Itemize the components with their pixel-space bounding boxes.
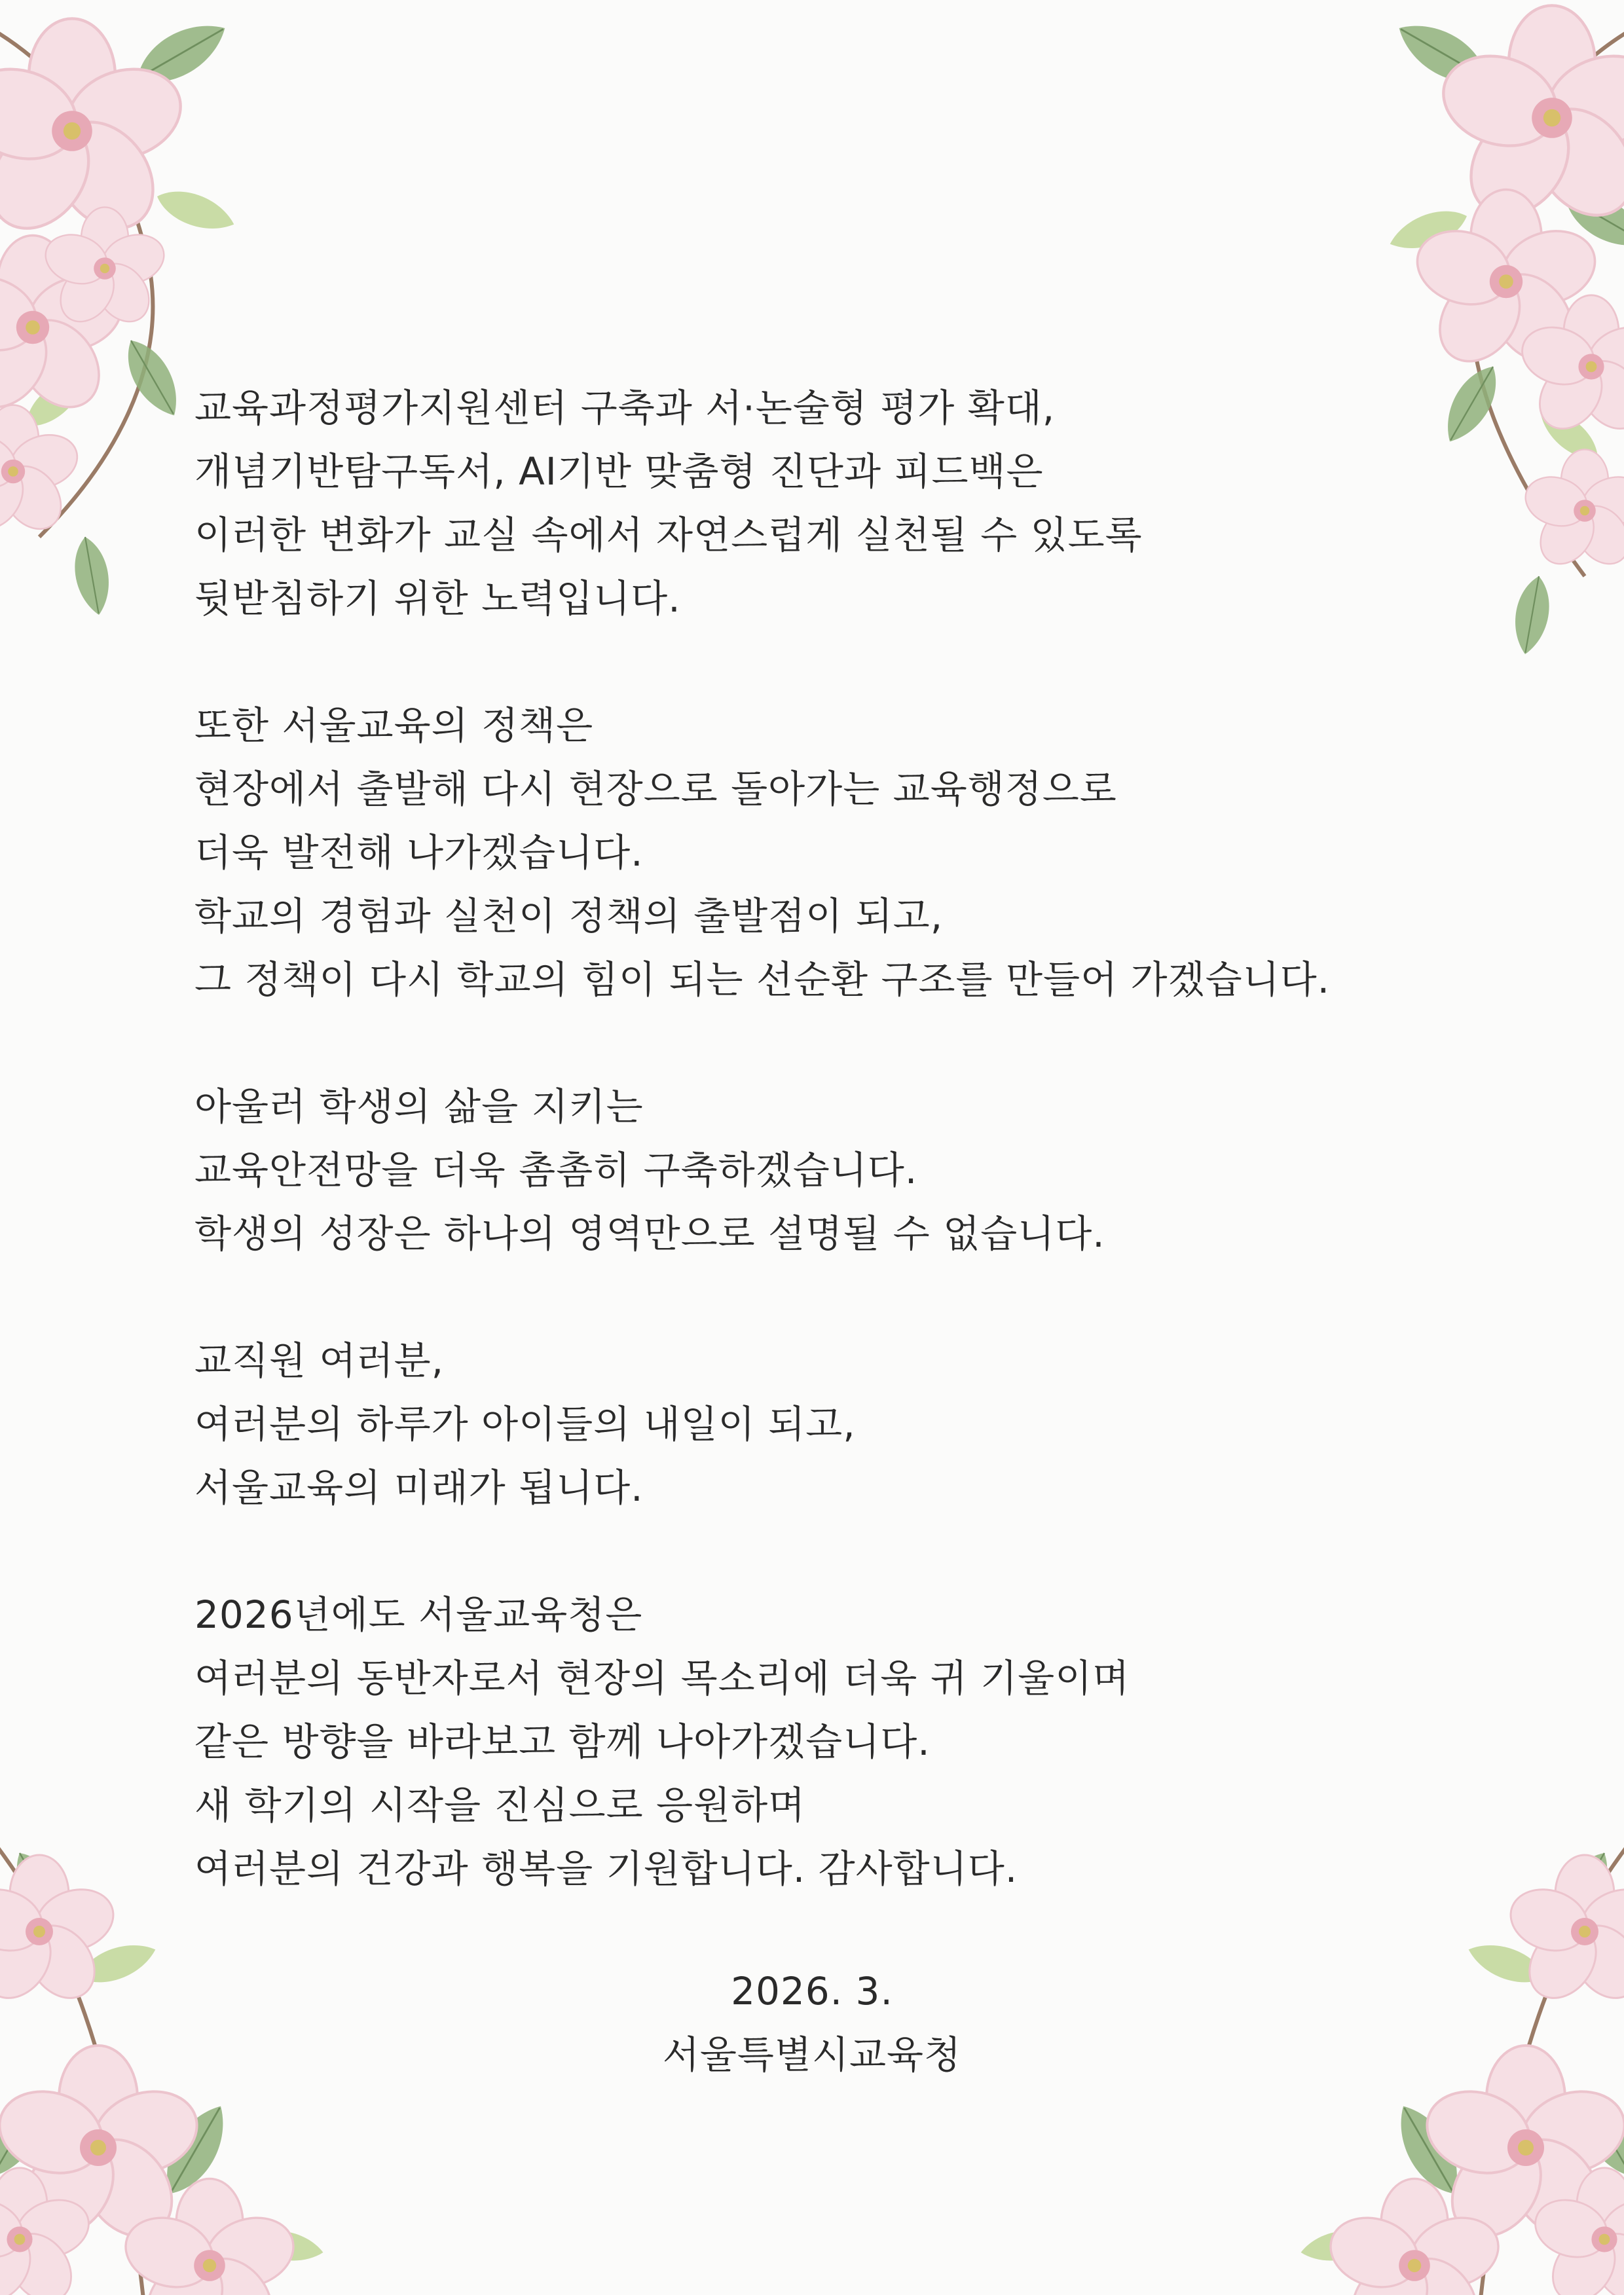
paragraph-closing-wishes xyxy=(194,1583,1478,1901)
text-line: 여러분의 하루가 아이들의 내일이 되고, xyxy=(194,1402,856,1446)
text-line: 교육과정평가지원센터 구축과 서·논술형 평가 확대, xyxy=(194,386,1056,430)
closing-block xyxy=(0,1960,1624,2087)
paragraph-staff xyxy=(194,1329,1478,1520)
signature-organization: 서울특별시교육청 xyxy=(662,2032,962,2077)
text-line: 교직원 여러분, xyxy=(194,1338,445,1383)
text-line: 이러한 변화가 교실 속에서 자연스럽게 실천될 수 있도록 xyxy=(194,513,1143,557)
text-line: 서울교육의 미래가 됩니다. xyxy=(194,1465,644,1510)
text-line: 학교의 경험과 실천이 정책의 출발점이 되고, xyxy=(194,894,944,938)
text-line: 또한 서울교육의 정책은 xyxy=(194,703,594,748)
paragraph-safety xyxy=(194,1075,1478,1266)
paragraph-policy xyxy=(194,694,1478,1012)
text-line: 그 정책이 다시 학교의 힘이 되는 선순환 구조를 만들어 가겠습니다. xyxy=(194,957,1331,1002)
text-line: 더욱 발전해 나가겠습니다. xyxy=(194,830,644,875)
text-line: 현장에서 출발해 다시 현장으로 돌아가는 교육행정으로 xyxy=(194,767,1117,811)
text-line: 아울러 학생의 삶을 지키는 xyxy=(194,1084,644,1129)
text-line: 여러분의 동반자로서 현장의 목소리에 더욱 귀 기울이며 xyxy=(194,1656,1130,1700)
text-line: 여러분의 건강과 행복을 기원합니다. 감사합니다. xyxy=(194,1846,1018,1891)
letter-body xyxy=(194,376,1478,1964)
text-line: 뒷받침하기 위한 노력입니다. xyxy=(194,576,681,621)
text-line: 개념기반탐구독서, AI기반 맞춤형 진단과 피드백은 xyxy=(194,449,1044,494)
text-line: 학생의 성장은 하나의 영역만으로 설명될 수 없습니다. xyxy=(194,1211,1105,1256)
text-line: 같은 방향을 바라보고 함께 나아가겠습니다. xyxy=(194,1719,931,1764)
paragraph-curriculum xyxy=(194,376,1478,631)
letter-date: 2026. 3. xyxy=(731,1969,893,2013)
text-line: 교육안전망을 더욱 촘촘히 구축하겠습니다. xyxy=(194,1148,918,1192)
text-line: 2026년에도 서울교육청은 xyxy=(194,1592,643,1637)
text-line: 새 학기의 시작을 진심으로 응원하며 xyxy=(194,1783,806,1827)
